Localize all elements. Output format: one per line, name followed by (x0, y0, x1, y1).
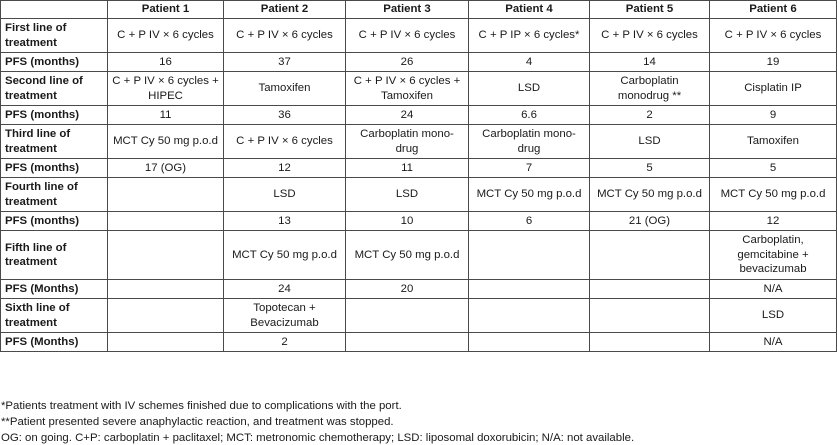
table-cell: Tamoxifen (710, 125, 837, 159)
table-cell: 5 (590, 159, 710, 178)
row-label: Third line of treatment (1, 125, 108, 159)
table-cell: C + P IV × 6 cycles (590, 19, 710, 53)
table-cell: 6.6 (469, 106, 590, 125)
row-label: PFS (months) (1, 106, 108, 125)
table-cell: Topotecan + Bevacizumab (224, 299, 346, 333)
table-row (1, 178, 837, 212)
table-cell: C + P IP × 6 cycles* (469, 19, 590, 53)
table-cell: 2 (590, 106, 710, 125)
table-cell: 36 (224, 106, 346, 125)
row-label: Fourth line of treatment (1, 178, 108, 212)
table-cell: 24 (224, 280, 346, 299)
table-cell (108, 333, 224, 352)
table-cell: 9 (710, 106, 837, 125)
header-row (1, 1, 837, 19)
table-cell: LSD (590, 125, 710, 159)
table-cell: Carboplatin, gemcitabine + bevacizumab (710, 231, 837, 280)
header-patient-4: Patient 4 (469, 1, 590, 19)
table-cell: Carboplatin monodrug ** (590, 72, 710, 106)
table-cell: 11 (108, 106, 224, 125)
header-patient-3: Patient 3 (346, 1, 469, 19)
header-patient-1: Patient 1 (108, 1, 224, 19)
row-label: PFS (months) (1, 212, 108, 231)
header-corner (1, 1, 108, 19)
table-cell: 17 (OG) (108, 159, 224, 178)
table-cell: LSD (224, 178, 346, 212)
table-cell: 12 (710, 212, 837, 231)
table-cell: 24 (346, 106, 469, 125)
table-cell: C + P IV × 6 cycles (224, 19, 346, 53)
table-cell: 4 (469, 53, 590, 72)
table-cell (590, 280, 710, 299)
table-cell: Carboplatin mono-drug (346, 125, 469, 159)
table-cell: MCT Cy 50 mg p.o.d (346, 231, 469, 280)
row-label: PFS (Months) (1, 333, 108, 352)
table-cell: Tamoxifen (224, 72, 346, 106)
table-cell: LSD (346, 178, 469, 212)
table-cell (108, 231, 224, 280)
table-cell: Carboplatin mono-drug (469, 125, 590, 159)
row-label: Second line of treatment (1, 72, 108, 106)
table-cell: N/A (710, 280, 837, 299)
table-cell: 7 (469, 159, 590, 178)
footnote-anaphylaxis: **Patient presented severe anaphylactic reaction, and treatment was stopped. (1, 416, 394, 428)
table-row (1, 125, 837, 159)
table-cell: 21 (OG) (590, 212, 710, 231)
table-row (1, 280, 837, 299)
table-cell: 14 (590, 53, 710, 72)
table-cell (108, 212, 224, 231)
table-cell (108, 280, 224, 299)
row-label: PFS (months) (1, 159, 108, 178)
table-cell (590, 231, 710, 280)
header-patient-5: Patient 5 (590, 1, 710, 19)
table-cell: C + P IV × 6 cycles (108, 19, 224, 53)
table-cell: LSD (710, 299, 837, 333)
table-cell: 19 (710, 53, 837, 72)
header-patient-6: Patient 6 (710, 1, 837, 19)
footnote-port: *Patients treatment with IV schemes finished due to complications with the port. (1, 400, 402, 412)
table-cell: C + P IV × 6 cycles + Tamoxifen (346, 72, 469, 106)
row-label: Fifth line of treatment (1, 231, 108, 280)
table-cell: LSD (469, 72, 590, 106)
table-cell: C + P IV × 6 cycles (224, 125, 346, 159)
table-cell: C + P IV × 6 cycles + HIPEC (108, 72, 224, 106)
table-cell: C + P IV × 6 cycles (710, 19, 837, 53)
footnote-abbreviations: OG: on going. C+P: carboplatin + paclitaxel; MCT: metronomic chemotherapy; LSD: liposomal doxorubicin; N/A: not available. (1, 432, 635, 444)
table-row (1, 212, 837, 231)
table-row (1, 231, 837, 280)
table-cell: Cisplatin IP (710, 72, 837, 106)
header-patient-2: Patient 2 (224, 1, 346, 19)
table-cell (469, 333, 590, 352)
table-cell: 12 (224, 159, 346, 178)
table-cell: 5 (710, 159, 837, 178)
table-cell: MCT Cy 50 mg p.o.d (710, 178, 837, 212)
row-label: First line of treatment (1, 19, 108, 53)
table-cell: MCT Cy 50 mg p.o.d (224, 231, 346, 280)
table-cell (469, 299, 590, 333)
table-cell: 2 (224, 333, 346, 352)
table-cell (590, 299, 710, 333)
table-cell (346, 299, 469, 333)
table-cell (469, 231, 590, 280)
table-cell: N/A (710, 333, 837, 352)
table-cell: 11 (346, 159, 469, 178)
row-label: Sixth line of treatment (1, 299, 108, 333)
table-row (1, 106, 837, 125)
table-cell: 13 (224, 212, 346, 231)
table-cell: MCT Cy 50 mg p.o.d (590, 178, 710, 212)
table-row (1, 159, 837, 178)
row-label: PFS (Months) (1, 280, 108, 299)
table-cell: 37 (224, 53, 346, 72)
table-row (1, 72, 837, 106)
table-row (1, 19, 837, 53)
table-row (1, 53, 837, 72)
table-row (1, 333, 837, 352)
table-cell: MCT Cy 50 mg p.o.d (108, 125, 224, 159)
table-cell (590, 333, 710, 352)
table-cell: 16 (108, 53, 224, 72)
table-row (1, 299, 837, 333)
table-cell: 26 (346, 53, 469, 72)
table-cell: 10 (346, 212, 469, 231)
table-cell (108, 299, 224, 333)
table-cell (108, 178, 224, 212)
table-cell (346, 333, 469, 352)
table-cell: 20 (346, 280, 469, 299)
table-cell: MCT Cy 50 mg p.o.d (469, 178, 590, 212)
table-cell: C + P IV × 6 cycles (346, 19, 469, 53)
table-cell (469, 280, 590, 299)
table-cell: 6 (469, 212, 590, 231)
row-label: PFS (months) (1, 53, 108, 72)
